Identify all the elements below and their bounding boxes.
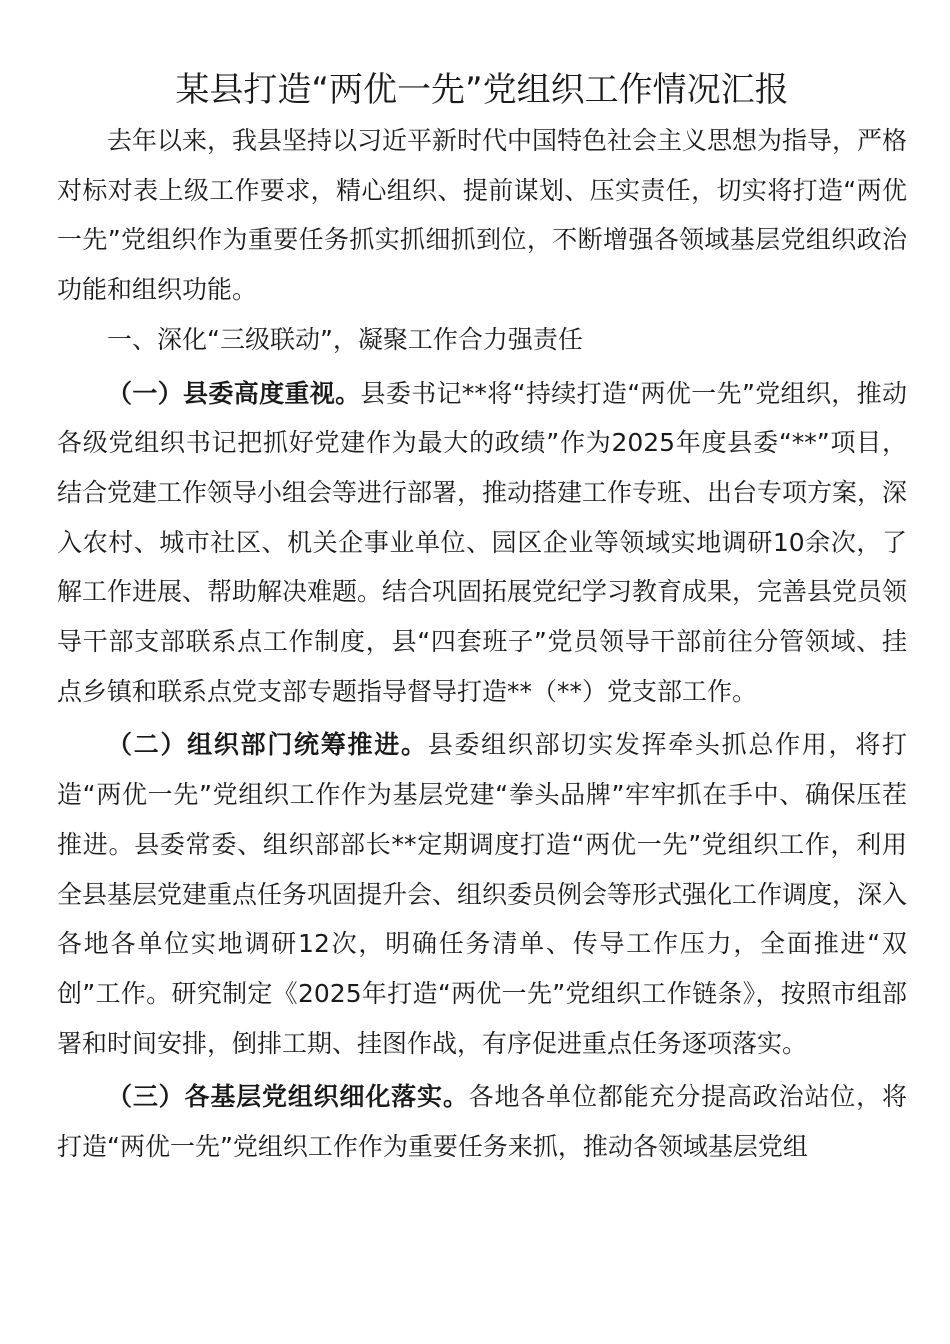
- item-2-lead: （二）组织部门统筹推进。: [107, 730, 428, 760]
- item-2-body: 县委组织部切实发挥牵头抓总作用，将打造“两优一先”党组织工作作为基层党建“拳头品牌”牢牢抓在手中、确保压茬推进。县委常委、组织部部长**定期调度打造“两优一先”党组织工作，利用全县基层党建重点任务巩固提升会、组织委员例会等形式强化工作调度，深入各地各单位实地调研12次，明确任务清单、传导工作压力，全面推进“双创”工作。研究制定《2025年打造“两优一先”党组织工作链条》，按照市组部署和时间安排，倒排工期、挂图作战，有序促进重点任务逐项落实。: [57, 730, 908, 1058]
- item-2-paragraph: [57, 720, 907, 1068]
- document-page: [57, 64, 907, 1172]
- document-title: 某县打造“两优一先”党组织工作情况汇报: [175, 70, 789, 110]
- section-1-heading: 一、深化“三级联动”，凝聚工作合力强责任: [107, 324, 583, 354]
- item-1-paragraph: [57, 369, 907, 717]
- item-3-body: 各地各单位都能充分提高政治站位，将打造“两优一先”党组织工作作为重要任务来抓，推动各领域基层党组: [57, 1082, 907, 1162]
- item-1-body: 县委书记**将“持续打造“两优一先”党组织，推动各级党组织书记把抓好党建作为最大的政绩”作为2025年度县委“**”项目，结合党建工作领导小组会等进行部署，推动搭建工作专班、出台专项方案，深入农村、城市社区、机关企事业单位、园区企业等领域实地调研10余次，了解工作进展、帮助解决难题。结合巩固拓展党纪学习教育成果，完善县党员领导干部支部联系点工作制度，县“四套班子”党员领导干部前往分管领域、挂点乡镇和联系点党支部专题指导督导打造**（**）党支部工作。: [57, 378, 908, 706]
- intro-paragraph: 去年以来，我县坚持以习近平新时代中国特色社会主义思想为指导，严格对标对表上级工作要求，精心组织、提前谋划、压实责任，切实将打造“两优一先”党组织作为重要任务抓实抓细抓到位，不断增强各领域基层党组织政治功能和组织功能。: [57, 126, 908, 305]
- item-3-lead: （三）各基层党组织细化落实。: [107, 1082, 469, 1112]
- item-1-lead: （一）县委高度重视。: [107, 378, 361, 408]
- item-3-paragraph: [57, 1072, 907, 1171]
